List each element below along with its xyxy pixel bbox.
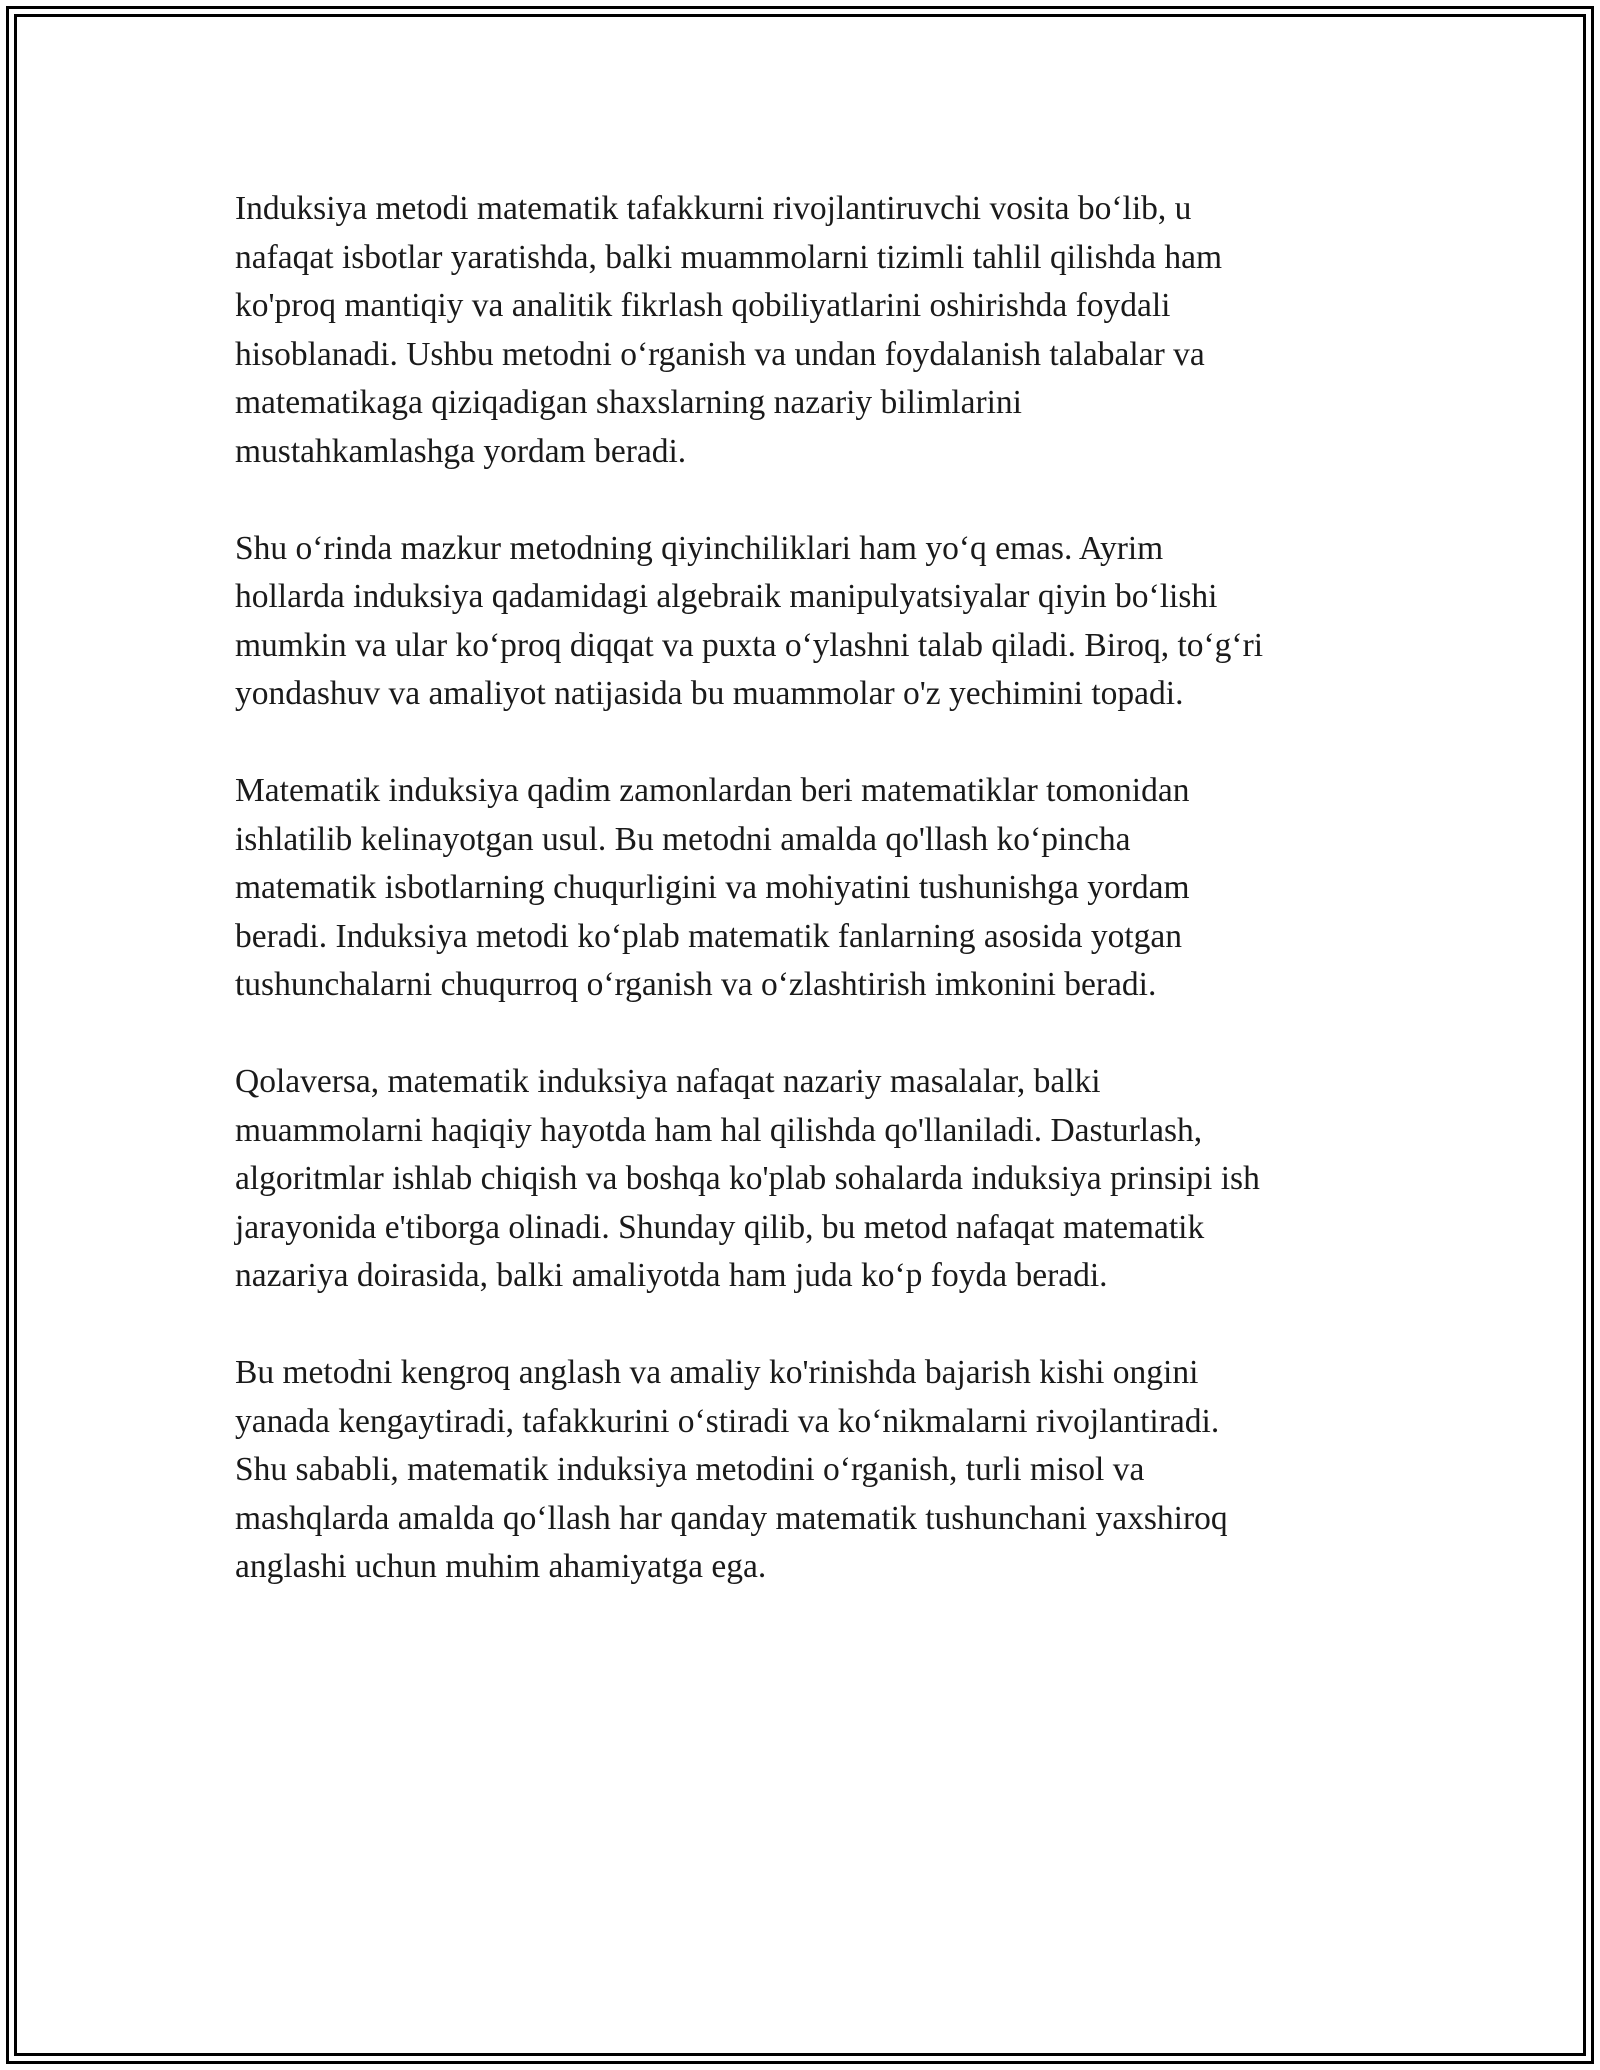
paragraph-1 bbox=[235, 185, 1395, 476]
text-line: yanada kengaytiradi, tafakkurini o‘stiradi va ko‘nikmalarni rivojlantiradi. bbox=[235, 1402, 1220, 1440]
text-line: tushunchalarni chuqurroq o‘rganish va o‘zlashtirish imkonini beradi. bbox=[235, 966, 1157, 1003]
paragraph-2 bbox=[235, 525, 1395, 719]
text-line: matematikaga qiziqadigan shaxslarning nazariy bilimlarini bbox=[235, 384, 1022, 421]
text-line: yondashuv va amaliyot natijasida bu muammolar o'z yechimini topadi. bbox=[235, 675, 1184, 712]
text-line: ko'proq mantiqiy va analitik fikrlash qobiliyatlarini oshirishda foydali bbox=[235, 287, 1171, 324]
text-line: nazariya doirasida, balki amaliyotda ham juda ko‘p foyda beradi. bbox=[235, 1257, 1108, 1294]
text-line: muammolarni haqiqiy hayotda ham hal qilishda qo'llaniladi. Dasturlash, bbox=[235, 1111, 1203, 1149]
text-line: Qolaversa, matematik induksiya nafaqat nazariy masalalar, balki bbox=[235, 1063, 1101, 1100]
paragraph-5 bbox=[235, 1349, 1395, 1592]
text-line: anglashi uchun muhim ahamiyatga ega. bbox=[235, 1548, 767, 1585]
text-line: mashqlarda amalda qo‘llash har qanday matematik tushunchani yaxshiroq bbox=[235, 1499, 1228, 1537]
text-line: matematik isbotlarning chuqurligini va mohiyatini tushunishga yordam bbox=[235, 869, 1190, 906]
paragraph-4 bbox=[235, 1058, 1395, 1301]
text-line: Shu o‘rinda mazkur metodning qiyinchiliklari ham yo‘q emas. Ayrim bbox=[235, 529, 1164, 567]
text-line: mustahkamlashga yordam beradi. bbox=[235, 432, 687, 470]
document-body bbox=[235, 185, 1395, 1640]
text-line: hollarda induksiya qadamidagi algebraik manipulyatsiyalar qiyin bo‘lishi bbox=[235, 578, 1218, 615]
text-line: ishlatilib kelinayotgan usul. Bu metodni amalda qo'llash ko‘pincha bbox=[235, 820, 1131, 858]
text-line: Matematik induksiya qadim zamonlardan beri matematiklar tomonidan bbox=[235, 772, 1190, 809]
text-line: hisoblanadi. Ushbu metodni o‘rganish va undan foydalanish talabalar va bbox=[235, 335, 1205, 373]
text-line: Shu sababli, matematik induksiya metodini o‘rganish, turli misol va bbox=[235, 1451, 1145, 1488]
text-line: Bu metodni kengroq anglash va amaliy ko'rinishda bajarish kishi ongini bbox=[235, 1354, 1199, 1391]
text-line: algoritmlar ishlab chiqish va boshqa ko'plab sohalarda induksiya prinsipi ish bbox=[235, 1160, 1260, 1197]
text-line: Induksiya metodi matematik tafakkurni rivojlantiruvchi vosita bo‘lib, u bbox=[235, 190, 1192, 227]
text-line: jarayonida e'tiborga olinadi. Shunday qilib, bu metod nafaqat matematik bbox=[235, 1208, 1205, 1246]
text-line: beradi. Induksiya metodi ko‘plab matematik fanlarning asosida yotgan bbox=[235, 917, 1183, 955]
text-line: nafaqat isbotlar yaratishda, balki muammolarni tizimli tahlil qilishda ham bbox=[235, 238, 1223, 276]
text-line: mumkin va ular ko‘proq diqqat va puxta o‘ylashni talab qiladi. Biroq, to‘g‘ri bbox=[235, 626, 1264, 664]
paragraph-3 bbox=[235, 767, 1395, 1010]
